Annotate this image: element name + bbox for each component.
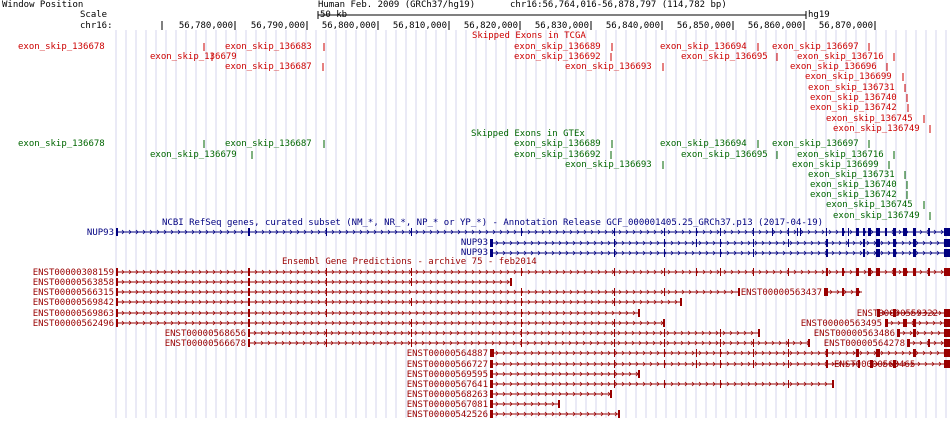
ensembl-transcript-exon [248,329,250,337]
ensembl-transcript-exon [248,309,250,317]
ensembl-transcript-exon [411,319,412,327]
ensembl-transcript-exon [248,298,250,306]
ensembl-transcript-exon [944,319,950,327]
ensembl-transcript-exon [411,278,412,286]
ruler-tick-label: 56,800,000 [321,21,376,31]
ensembl-transcript-exon [788,380,789,388]
ensembl-transcript-exon [842,288,844,296]
refseq-nup93-exon [913,228,916,236]
tcga-feature-label[interactable]: exon_skip_136745 [826,114,913,124]
ensembl-transcript-label[interactable]: ENST00000563486 [813,329,895,339]
ensembl-transcript-exon [696,268,697,276]
ensembl-transcript-exon [856,268,859,276]
ensembl-transcript-exon [696,349,697,357]
refseq-nup93-exon [885,228,887,236]
refseq-nup93-c-exon [826,249,828,257]
ensembl-transcript-exon [116,309,118,317]
refseq-nup93-exon [696,228,697,236]
refseq-nup93-c-exon [720,249,721,257]
ensembl-transcript-label[interactable]: ENST00000563437 [740,288,822,298]
ensembl-transcript-exon [614,319,615,327]
refseq-nup93-exon [893,228,896,236]
gtex-feature-label[interactable]: exon_skip_136745 [826,200,913,210]
refseq-nup93-exon [797,228,798,236]
refseq-nup93-exon [944,228,950,236]
tcga-feature-label[interactable]: exon_skip_136694 [660,42,747,52]
ensembl-transcript-exon [490,380,493,388]
tcga-feature-label[interactable]: exon_skip_136693 [565,62,652,72]
ensembl-transcript-exon [738,288,740,296]
refseq-nup93-b-exon [826,239,828,247]
gtex-feature-label[interactable]: exon_skip_136697 [772,139,859,149]
refseq-nup93-exon [848,228,849,236]
ensembl-transcript-exon [116,298,118,306]
refseq-nup93-exon [863,228,865,236]
ensembl-transcript-label[interactable]: ENST00000569595 [406,370,488,380]
refseq-nup93-exon [248,228,250,236]
ensembl-transcript-exon [521,268,522,276]
refseq-nup93-b-exon [913,239,916,247]
ensembl-transcript-label[interactable]: ENST00000568263 [406,390,488,400]
ensembl-transcript-exon [893,268,896,276]
ensembl-transcript-label[interactable]: ENST00000568656 [164,329,246,339]
ensembl-transcript-exon [521,319,522,327]
ensembl-transcript-exon [411,298,412,306]
gtex-feature-label[interactable]: exon_skip_136749 [833,211,920,221]
ensembl-transcript-label[interactable]: ENST00000567081 [406,400,488,410]
refseq-nup93-c-exon [490,249,493,257]
ensembl-transcript-exon [614,268,615,276]
refseq-nup93-exon [664,228,665,236]
ensembl-transcript-exon [116,268,118,276]
ensembl-transcript-exon [696,360,697,368]
ensembl-transcript-exon [868,268,871,276]
position-label[interactable]: chr16:56,764,016-56,878,797 (114,782 bp) [510,0,727,10]
ensembl-transcript-exon [753,339,754,347]
ensembl-transcript-exon [944,349,950,357]
ensembl-transcript-exon [490,390,493,398]
refseq-nup93-b-exon [876,239,880,247]
ruler-tick-label: 56,830,000 [534,21,589,31]
ensembl-transcript-exon [753,349,754,357]
ensembl-transcript-exon [116,319,118,327]
ensembl-transcript-exon [248,288,250,296]
scale-label: Scale [80,10,108,20]
refseq-nup93-b-exon [664,239,665,247]
refseq-nup93-exon [772,228,773,236]
ensembl-transcript-exon [248,268,250,276]
ensembl-transcript-exon [885,319,888,327]
gtex-feature-label[interactable]: exon_skip_136699 [792,160,879,170]
ensembl-transcript-exon [521,288,522,296]
ensembl-transcript-exon [907,339,910,347]
ensembl-transcript-exon [638,370,640,378]
ensembl-transcript-exon [521,309,522,317]
gtex-feature-label[interactable]: exon_skip_136689 [514,139,601,149]
ensembl-transcript-exon [326,309,327,317]
ensembl-transcript-exon [663,319,665,327]
ensembl-transcript-label[interactable]: ENST00000542526 [406,410,488,420]
tcga-feature-label[interactable]: exon_skip_136679 [150,52,237,62]
refseq-nup93-exon [753,228,754,236]
ensembl-transcript-exon [326,339,327,347]
refseq-nup93-exon [720,228,721,236]
tcga-side-label[interactable]: exon_skip_136678 [18,42,105,52]
ensembl-transcript-exon [928,339,930,347]
gtex-feature-label[interactable]: exon_skip_136716 [797,150,884,160]
ensembl-transcript-exon [664,329,665,337]
ensembl-transcript-exon [326,278,327,286]
refseq-nup93-exon [856,228,859,236]
refseq-nup93-exon [614,228,615,236]
ensembl-transcript-label[interactable]: ENST00000566678 [164,339,246,349]
ensembl-transcript-exon [944,309,950,317]
gtex-feature-label[interactable]: exon_skip_136687 [225,139,312,149]
ensembl-transcript-exon [720,329,721,337]
ruler-tick-label: 56,860,000 [747,21,802,31]
refseq-nup93-b-exon [753,239,754,247]
ensembl-transcript-label[interactable]: ENST00000566727 [406,360,488,370]
refseq-nup93-exon [788,228,789,236]
ruler-tick-label: 56,790,000 [250,21,305,31]
ensembl-transcript-label[interactable]: ENST00000308159 [32,268,114,278]
refseq-nup93-b-exon [893,239,896,247]
refseq-nup93-exon [826,228,827,236]
ensembl-transcript-exon [614,298,615,306]
scale-bar-label: 50 kb [320,10,348,20]
gtex-track-title[interactable]: Skipped Exons in GTEx [471,129,585,139]
gtex-feature-label[interactable]: exon_skip_136679 [150,150,237,160]
ensembl-transcript-exon [832,380,834,388]
ensembl-transcript-exon [944,360,950,368]
refseq-nup93-b-exon [696,239,697,247]
ruler-tick-label: 56,820,000 [463,21,518,31]
tcga-feature-label[interactable]: exon_skip_136731 [808,83,895,93]
tcga-feature-label[interactable]: exon_skip_136716 [797,52,884,62]
refseq-nup93-exon [928,228,930,236]
refseq-nup93-b-exon [614,239,615,247]
ensembl-transcript-exon [944,339,950,347]
tcga-feature-label[interactable]: exon_skip_136749 [833,124,920,134]
ensembl-transcript-exon [856,349,859,357]
refseq-nup93-exon [842,228,844,236]
ensembl-transcript-exon [490,360,493,368]
refseq-nup93-c-exon [753,249,754,257]
ensembl-transcript-exon [664,339,665,347]
tcga-track-title[interactable]: Skipped Exons in TCGA [472,31,586,41]
ensembl-transcript-exon [944,268,950,276]
ensembl-transcript-exon [876,268,880,276]
ensembl-transcript-exon [411,339,412,347]
ensembl-transcript-exon [664,288,665,296]
ensembl-transcript-exon [913,349,916,357]
ensembl-transcript-exon [521,329,522,337]
refseq-nup93-exon [411,228,412,236]
ensembl-transcript-exon [618,410,620,418]
ensembl-transcript-exon [614,349,615,357]
ensembl-transcript-exon [788,360,789,368]
refseq-nup93-c-exon [944,249,950,257]
ensembl-transcript-exon [610,390,612,398]
refseq-nup93-b-exon [788,239,789,247]
tcga-feature-label[interactable]: exon_skip_136696 [790,62,877,72]
refseq-gene-label[interactable]: NUP93 [460,238,488,248]
ensembl-transcript-exon [788,349,789,357]
refseq-nup93-b-exon [848,239,849,247]
ensembl-transcript-exon [680,298,682,306]
ensembl-transcript-exon [664,268,665,276]
ensembl-transcript-exon [788,339,789,347]
ensembl-transcript-exon [913,268,916,276]
ensembl-transcript-exon [614,329,615,337]
ensembl-transcript-exon [248,339,250,347]
ensembl-track-title[interactable]: Ensembl Gene Predictions - archive 75 - feb2014 [282,257,537,267]
gtex-feature-label[interactable]: exon_skip_136740 [810,180,897,190]
ensembl-transcript-label[interactable]: ENST00000563495 [800,319,882,329]
refseq-nup93-exon [116,228,118,236]
ensembl-transcript-exon [490,370,493,378]
ensembl-transcript-exon [826,349,828,357]
refseq-nup93-b-exon [720,239,721,247]
refseq-nup93-exon [876,228,880,236]
ensembl-transcript-exon [913,319,916,327]
refseq-nup93-c-exon [863,249,865,257]
tcga-feature-label[interactable]: exon_skip_136740 [810,93,897,103]
ensembl-transcript-label[interactable]: ENST00000569842 [32,298,114,308]
ensembl-transcript-exon [856,288,859,296]
ensembl-transcript-exon [614,339,615,347]
assembly-label: Human Feb. 2009 (GRCh37/hg19) [318,0,476,10]
ensembl-transcript-exon [664,360,665,368]
gtex-feature-label[interactable]: exon_skip_136693 [565,160,652,170]
window-position-label: Window Position [2,0,84,10]
ensembl-transcript-exon [116,288,118,296]
tcga-feature-label[interactable]: exon_skip_136697 [772,42,859,52]
gtex-feature-label[interactable]: exon_skip_136692 [514,150,601,160]
ensembl-transcript-exon [876,349,880,357]
refseq-nup93-c-exon [893,249,896,257]
tcga-feature-label[interactable]: exon_skip_136699 [805,72,892,82]
ensembl-transcript-exon [614,288,615,296]
refseq-nup93-exon [903,228,907,236]
chrom-label: chr16: [80,21,113,31]
ruler-tick-label: 56,870,000 [818,21,873,31]
tcga-feature-label[interactable]: exon_skip_136742 [810,103,897,113]
ensembl-transcript-exon [326,268,327,276]
ruler-tick-label: 56,850,000 [676,21,731,31]
refseq-gene-label[interactable]: NUP93 [86,228,114,238]
ensembl-transcript-exon [116,278,118,286]
ruler-tick-label: 56,780,000 [178,21,233,31]
tcga-feature-label[interactable]: exon_skip_136687 [225,62,312,72]
refseq-nup93-exon [800,228,801,236]
tcga-feature-label[interactable]: exon_skip_136689 [514,42,601,52]
ruler-tick-label: 56,840,000 [605,21,660,31]
tcga-feature-label[interactable]: exon_skip_136692 [514,52,601,62]
refseq-nup93-b-exon [944,239,950,247]
refseq-nup93-c-exon [876,249,880,257]
ensembl-transcript-exon [614,380,615,388]
refseq-nup93-c-exon [913,249,916,257]
ensembl-transcript-exon [521,298,522,306]
ensembl-transcript-exon [903,268,907,276]
ensembl-transcript-exon [720,380,721,388]
refseq-nup93-b-exon [863,239,865,247]
gtex-feature-label[interactable]: exon_skip_136694 [660,139,747,149]
ensembl-transcript-exon [903,319,907,327]
ensembl-transcript-exon [720,360,721,368]
ensembl-transcript-label[interactable]: ENST00000564278 [823,339,905,349]
db-label: hg19 [808,10,830,20]
ensembl-transcript-exon [720,339,721,347]
ensembl-transcript-exon [614,370,615,378]
refseq-nup93-exon [326,228,327,236]
ensembl-transcript-exon [788,268,789,276]
ensembl-transcript-exon [326,288,327,296]
ensembl-transcript-exon [411,268,412,276]
ensembl-transcript-exon [928,268,930,276]
ensembl-transcript-exon [490,400,493,408]
ensembl-transcript-exon [826,268,828,276]
refseq-nup93-c-exon [664,249,665,257]
gtex-feature-label[interactable]: exon_skip_136742 [810,190,897,200]
ensembl-transcript-label[interactable]: ENST00000562496 [32,319,114,329]
ensembl-transcript-exon [490,410,493,418]
refseq-nup93-b-exon [490,239,493,247]
ensembl-transcript-label[interactable]: ENST00000563465 [834,360,916,370]
refseq-track-title[interactable]: NCBI RefSeq genes, curated subset (NM_*, NR_*, NP_* or YP_*) - Annotation Release GCF_000001405.25_GRCh37.p13 (2017-04-19) [162,218,824,228]
ensembl-transcript-exon [826,360,828,368]
ensembl-transcript-exon [664,380,665,388]
ensembl-transcript-label[interactable]: ENST00000559322 [856,309,938,319]
refseq-nup93-exon [868,228,871,236]
ensembl-transcript-exon [808,339,810,347]
ensembl-transcript-label[interactable]: ENST00000564887 [406,349,488,359]
tcga-feature-label[interactable]: exon_skip_136683 [225,42,312,52]
ensembl-transcript-exon [824,288,828,296]
ensembl-transcript-exon [614,360,615,368]
ensembl-transcript-exon [944,329,950,337]
tcga-feature-label[interactable]: exon_skip_136695 [681,52,768,62]
ensembl-transcript-exon [720,349,721,357]
refseq-nup93-exon [521,228,522,236]
ensembl-transcript-exon [411,329,412,337]
ensembl-transcript-exon [521,339,522,347]
ensembl-transcript-exon [558,400,560,408]
gtex-feature-label[interactable]: exon_skip_136695 [681,150,768,160]
ensembl-transcript-exon [913,329,916,337]
gtex-feature-label[interactable]: exon_skip_136731 [808,170,895,180]
ensembl-transcript-exon [326,298,327,306]
ensembl-transcript-exon [720,268,721,276]
ensembl-transcript-exon [326,329,327,337]
refseq-nup93-c-exon [614,249,615,257]
gtex-side-label[interactable]: exon_skip_136678 [18,139,105,149]
ensembl-transcript-exon [664,349,665,357]
ensembl-transcript-exon [897,329,900,337]
ruler-tick-label: 56,810,000 [392,21,447,31]
ensembl-transcript-exon [753,360,754,368]
ensembl-transcript-label[interactable]: ENST00000563858 [32,278,114,288]
ensembl-transcript-label[interactable]: ENST00000567641 [406,380,488,390]
ensembl-transcript-exon [248,319,250,327]
ensembl-transcript-exon [248,278,250,286]
ensembl-transcript-exon [510,278,512,286]
ensembl-transcript-exon [753,268,754,276]
ensembl-transcript-exon [490,349,494,357]
refseq-gene-label[interactable]: NUP93 [460,248,488,258]
ensembl-transcript-exon [638,309,640,317]
ensembl-transcript-exon [758,329,760,337]
ensembl-transcript-label[interactable]: ENST00000569863 [32,309,114,319]
ensembl-transcript-label[interactable]: ENST00000566315 [32,288,114,298]
ensembl-transcript-exon [842,268,844,276]
